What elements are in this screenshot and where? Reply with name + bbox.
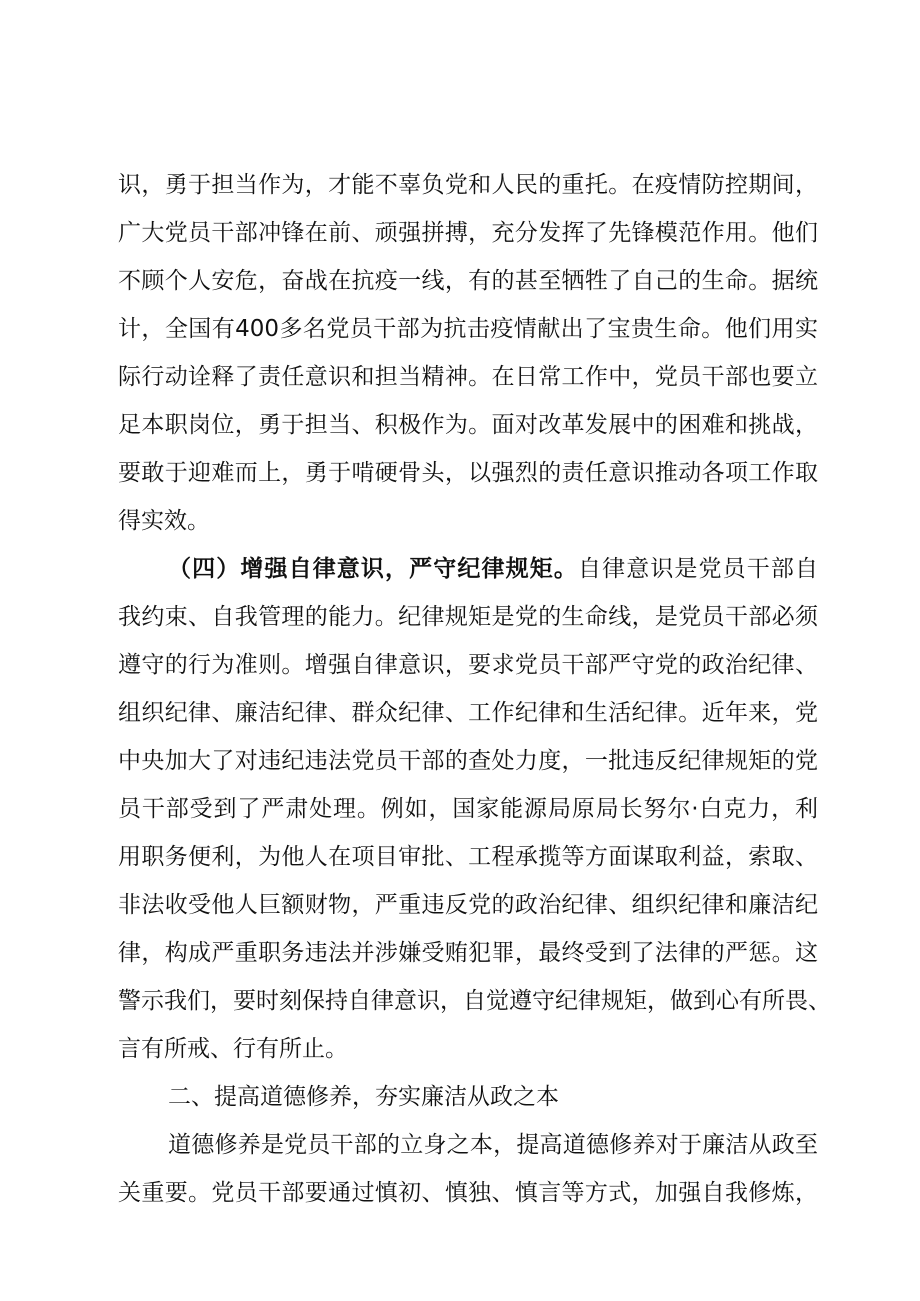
paragraph-line: 员干部受到了严肃处理。例如，国家能源局原局长努尔·白克力，利	[118, 796, 818, 822]
paragraph-line: 组织纪律、廉洁纪律、群众纪律、工作纪律和生活纪律。近年来，党	[118, 700, 818, 726]
paragraph-line: 际行动诠释了责任意识和担当精神。在日常工作中，党员干部也要立	[118, 364, 818, 390]
paragraph-line: 得实效。	[118, 508, 210, 534]
paragraph-line: 遵守的行为准则。增强自律意识，要求党员干部严守党的政治纪律、	[118, 652, 818, 678]
paragraph-line: 言有所戒、行有所止。	[118, 1036, 348, 1062]
paragraph-line: 广大党员干部冲锋在前、顽强拼搏，充分发挥了先锋模范作用。他们	[118, 220, 818, 246]
section-four-heading: （四）增强自律意识，严守纪律规矩。	[168, 556, 578, 582]
section-four-intro: 自律意识是党员干部自	[577, 556, 819, 582]
paragraph-line: 中央加大了对违纪违法党员干部的查处力度，一批违反纪律规矩的党	[118, 748, 818, 774]
paragraph-line: 关重要。党员干部要通过慎初、慎独、慎言等方式，加强自我修炼，	[118, 1180, 818, 1206]
section-four-first-line	[168, 545, 818, 593]
paragraph-line: 识，勇于担当作为，才能不辜负党和人民的重托。在疫情防控期间，	[118, 172, 818, 198]
paragraph-line: 足本职岗位，勇于担当、积极作为。面对改革发展中的困难和挑战，	[118, 412, 818, 438]
paragraph-line: 我约束、自我管理的能力。纪律规矩是党的生命线，是党员干部必须	[118, 604, 818, 630]
paragraph-line: 要敢于迎难而上，勇于啃硬骨头，以强烈的责任意识推动各项工作取	[118, 460, 818, 486]
paragraph-line: 道德修养是党员干部的立身之本，提高道德修养对于廉洁从政至	[168, 1132, 818, 1158]
paragraph-line: 用职务便利，为他人在项目审批、工程承揽等方面谋取利益，索取、	[118, 844, 818, 870]
paragraph-line: 计，全国有400多名党员干部为抗击疫情献出了宝贵生命。他们用实	[118, 316, 818, 342]
paragraph-line: 律，构成严重职务违法并涉嫌受贿犯罪，最终受到了法律的严惩。这	[118, 940, 818, 966]
paragraph-line: 警示我们，要时刻保持自律意识，自觉遵守纪律规矩，做到心有所畏、	[118, 988, 831, 1014]
paragraph-line: 不顾个人安危，奋战在抗疫一线，有的甚至牺牲了自己的生命。据统	[118, 268, 818, 294]
section-two-heading: 二、提高道德修养，夯实廉洁从政之本	[168, 1084, 559, 1110]
paragraph-line: 非法收受他人巨额财物，严重违反党的政治纪律、组织纪律和廉洁纪	[118, 892, 818, 918]
